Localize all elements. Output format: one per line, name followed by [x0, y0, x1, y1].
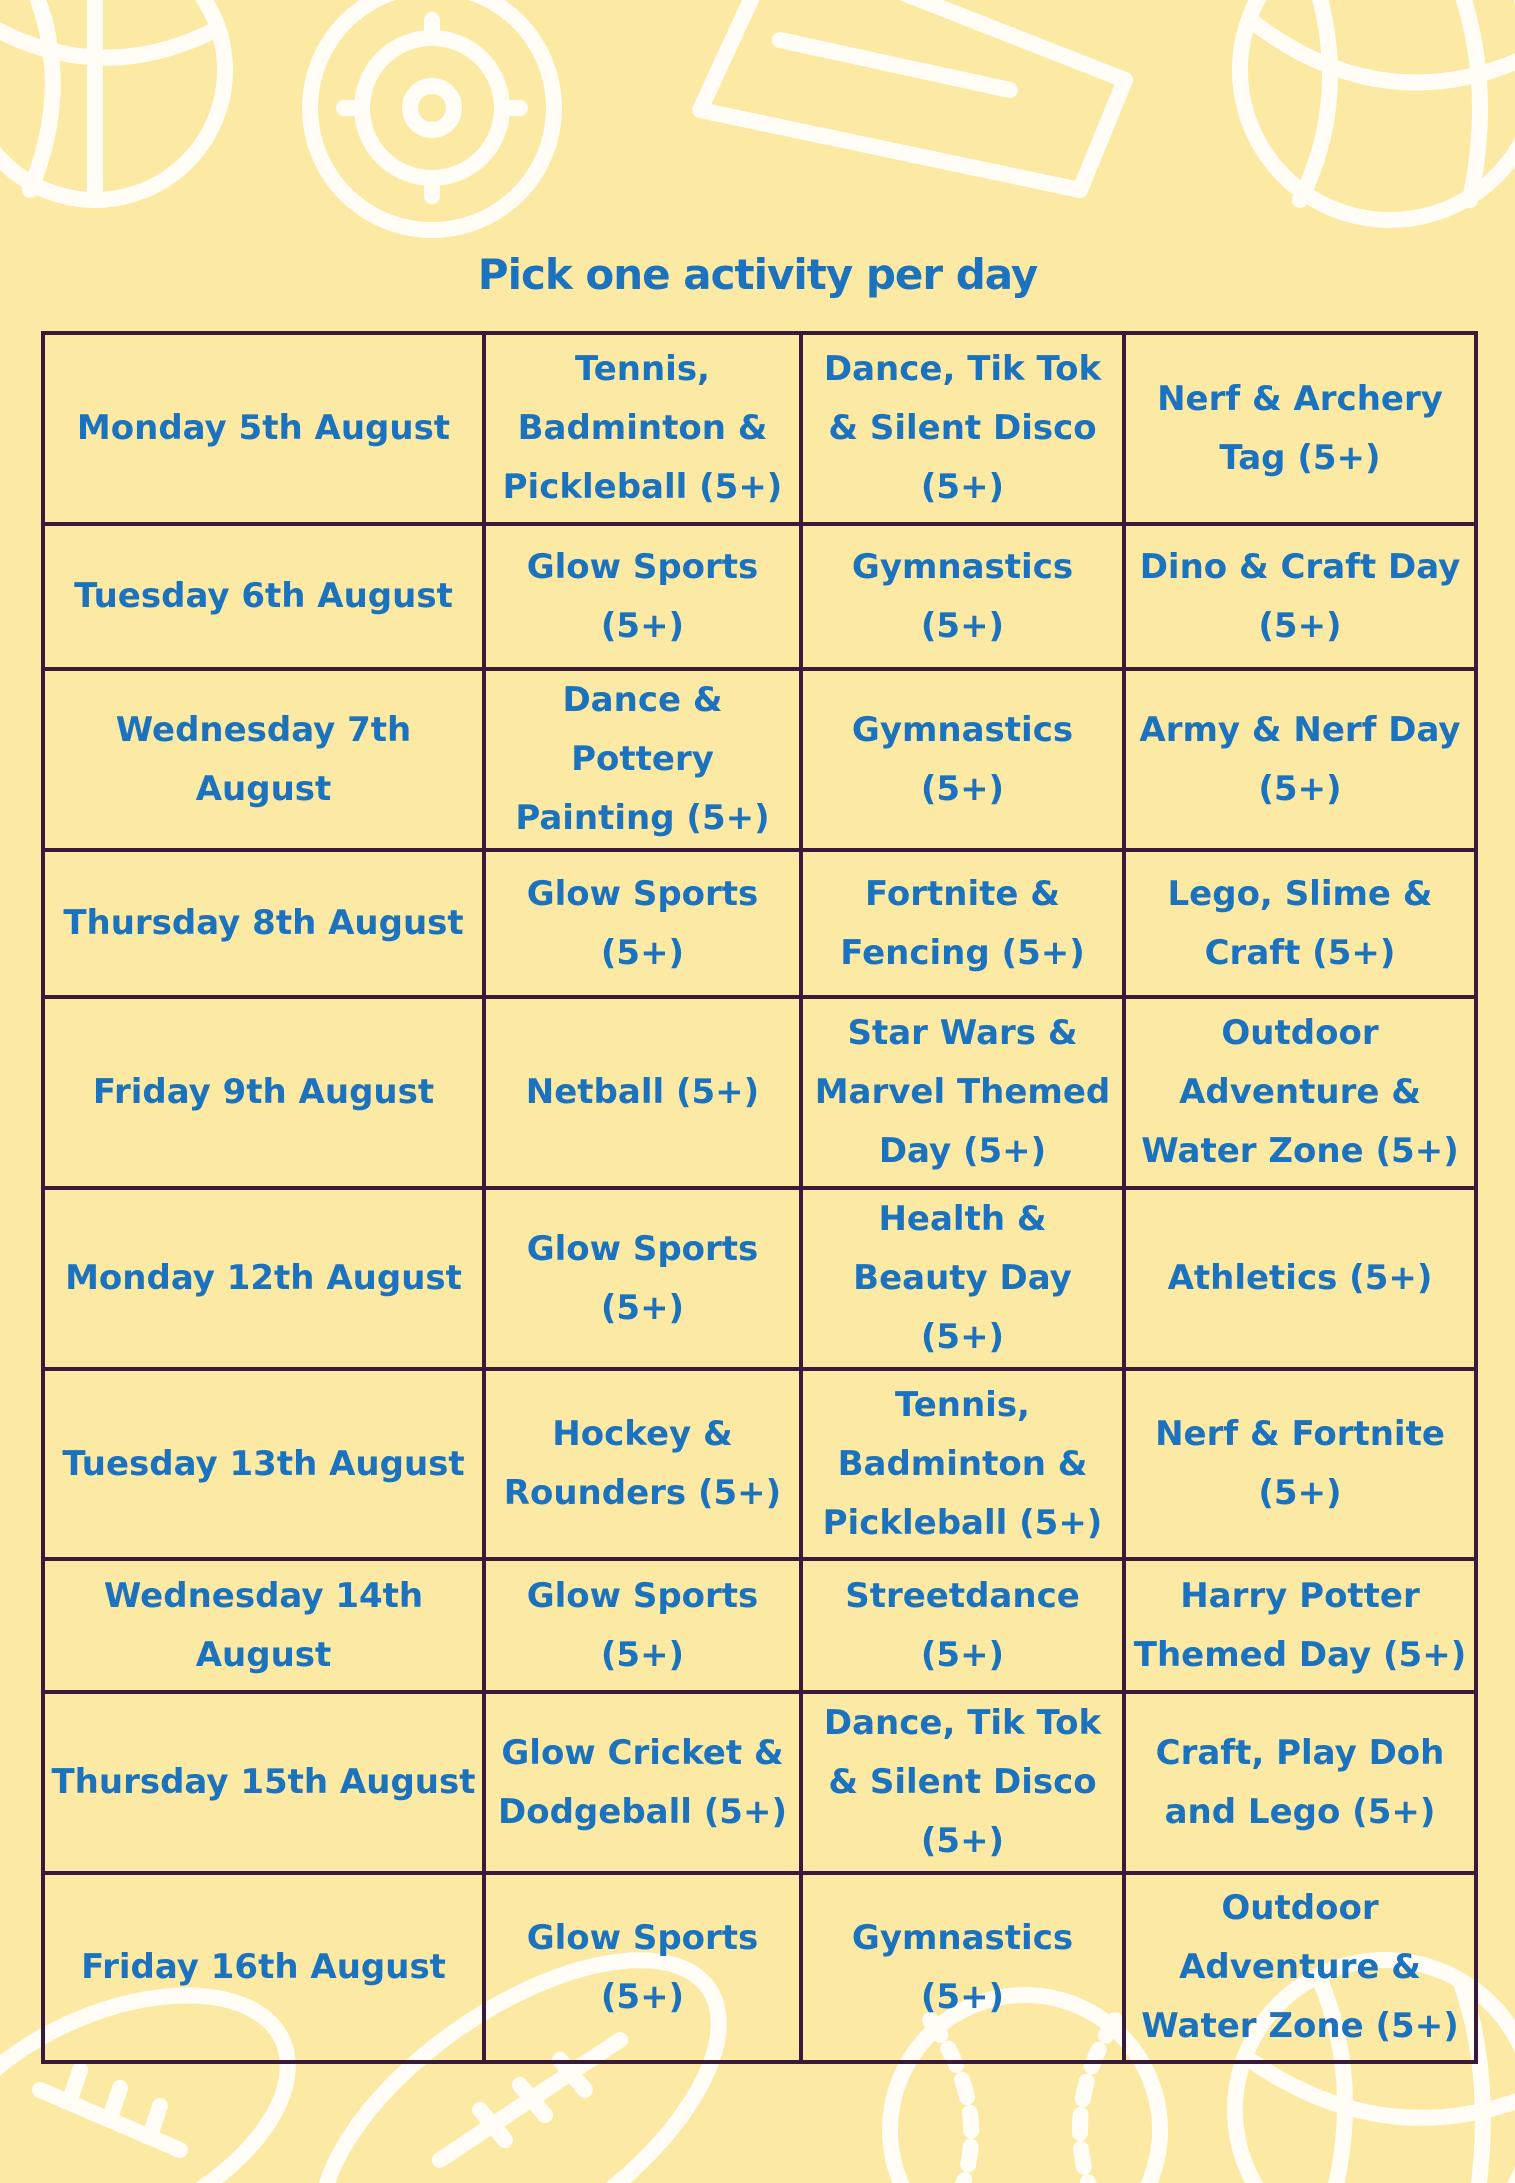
table-row [43, 1692, 1476, 1873]
day-cell: Thursday 15th August [43, 1692, 484, 1873]
activity-cell: Glow Sports (5+) [484, 524, 801, 669]
activity-cell: Dance, Tik Tok & Silent Disco (5+) [801, 1692, 1124, 1873]
table-row [43, 1369, 1476, 1559]
activity-cell: Tennis, Badminton & Pickleball (5+) [484, 333, 801, 524]
activity-cell: Nerf & Archery Tag (5+) [1124, 333, 1476, 524]
day-cell: Tuesday 6th August [43, 524, 484, 669]
activity-cell: Star Wars & Marvel Themed Day (5+) [801, 997, 1124, 1188]
table-row [43, 1188, 1476, 1369]
activity-cell: Gymnastics (5+) [801, 1873, 1124, 2062]
day-cell: Friday 16th August [43, 1873, 484, 2062]
activity-cell: Glow Sports (5+) [484, 850, 801, 997]
activity-cell: Outdoor Adventure & Water Zone (5+) [1124, 1873, 1476, 2062]
table-row [43, 669, 1476, 850]
activity-cell: Dino & Craft Day (5+) [1124, 524, 1476, 669]
table-row [43, 333, 1476, 524]
page-title: Pick one activity per day [477, 250, 1038, 299]
activity-cell: Streetdance (5+) [801, 1559, 1124, 1692]
stopwatch-icon [310, 0, 554, 230]
table-row [43, 1873, 1476, 2062]
activity-cell: Glow Cricket & Dodgeball (5+) [484, 1692, 801, 1873]
activity-cell: Dance, Tik Tok & Silent Disco (5+) [801, 333, 1124, 524]
basketball-icon [0, 0, 225, 200]
activity-cell: Lego, Slime & Craft (5+) [1124, 850, 1476, 997]
table-row [43, 850, 1476, 997]
table-row [43, 997, 1476, 1188]
activity-cell: Glow Sports (5+) [484, 1188, 801, 1369]
activity-schedule-table [41, 331, 1478, 2064]
activity-cell: Netball (5+) [484, 997, 801, 1188]
day-cell: Friday 9th August [43, 997, 484, 1188]
activity-cell: Army & Nerf Day (5+) [1124, 669, 1476, 850]
table-row [43, 524, 1476, 669]
activity-cell: Glow Sports (5+) [484, 1873, 801, 2062]
activity-cell: Harry Potter Themed Day (5+) [1124, 1559, 1476, 1692]
activity-cell: Hockey & Rounders (5+) [484, 1369, 801, 1559]
table-row [43, 1559, 1476, 1692]
activity-cell: Dance & Pottery Painting (5+) [484, 669, 801, 850]
activity-cell: Nerf & Fortnite (5+) [1124, 1369, 1476, 1559]
activity-cell: Health & Beauty Day (5+) [801, 1188, 1124, 1369]
activity-cell: Gymnastics (5+) [801, 524, 1124, 669]
day-cell: Wednesday 14th August [43, 1559, 484, 1692]
day-cell: Tuesday 13th August [43, 1369, 484, 1559]
day-cell: Monday 12th August [43, 1188, 484, 1369]
activity-cell: Glow Sports (5+) [484, 1559, 801, 1692]
activity-cell: Tennis, Badminton & Pickleball (5+) [801, 1369, 1124, 1559]
day-cell: Monday 5th August [43, 333, 484, 524]
activity-cell: Gymnastics (5+) [801, 669, 1124, 850]
activity-cell: Craft, Play Doh and Lego (5+) [1124, 1692, 1476, 1873]
day-cell: Wednesday 7th August [43, 669, 484, 850]
volleyball-icon [1240, 0, 1515, 220]
activity-cell: Fortnite & Fencing (5+) [801, 850, 1124, 997]
day-cell: Thursday 8th August [43, 850, 484, 997]
activity-cell: Outdoor Adventure & Water Zone (5+) [1124, 997, 1476, 1188]
activity-cell: Athletics (5+) [1124, 1188, 1476, 1369]
ticket-icon [700, 0, 1125, 190]
